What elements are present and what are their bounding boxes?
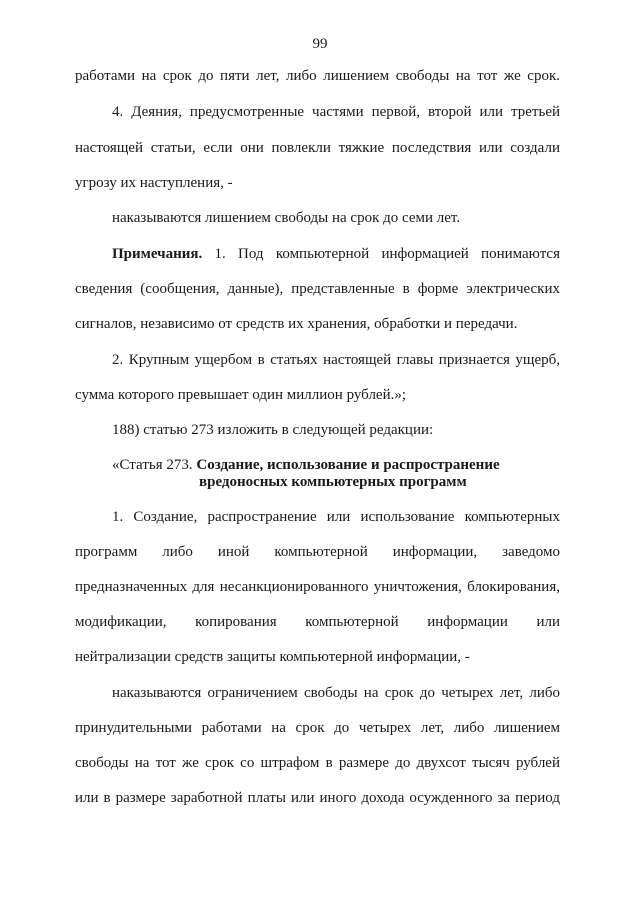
text-line: 1. Создание, распространение или использование компьютерных xyxy=(112,509,560,525)
text-line: модификации, копирования компьютерной информации или xyxy=(75,614,560,630)
text-line: работами на срок до пяти лет, либо лишением свободы на тот же срок. xyxy=(75,68,560,84)
text-line: 4. Деяния, предусмотренные частями первой, второй или третьей xyxy=(112,104,560,120)
text-line: наказываются лишением свободы на срок до семи лет. xyxy=(112,210,461,226)
text-line: программ либо иной компьютерной информации, заведомо xyxy=(75,544,560,560)
article-heading xyxy=(112,456,500,474)
text-line: свободы на тот же срок со штрафом в размере до двухсот тысяч рублей xyxy=(75,755,560,771)
text-line: принудительными работами на срок до четырех лет, либо лишением xyxy=(75,720,560,736)
notes-text: 1. Под компьютерной информацией понимаются xyxy=(202,246,560,262)
text-line: угрозу их наступления, - xyxy=(75,175,233,191)
text-line: настоящей статьи, если они повлекли тяжкие последствия или создали xyxy=(75,140,560,156)
text-line: или в размере заработной платы или иного дохода осужденного за период xyxy=(75,790,560,806)
article-title-cont: вредоносных компьютерных программ xyxy=(199,474,467,490)
notes-label: Примечания. xyxy=(112,246,203,262)
text-line: сумма которого превышает один миллион рублей.»; xyxy=(75,387,407,403)
text-line: 188) статью 273 изложить в следующей редакции: xyxy=(112,422,434,438)
text-line: нейтрализации средств защиты компьютерной информации, - xyxy=(75,649,470,665)
page-number: 99 xyxy=(312,36,328,52)
text-line: сигналов, независимо от средств их хранения, обработки и передачи. xyxy=(75,316,518,332)
text-line: сведения (сообщения, данные), представленные в форме электрических xyxy=(75,281,560,297)
text-line: предназначенных для несанкционированного уничтожения, блокирования, xyxy=(75,579,560,595)
notes-line xyxy=(112,245,560,263)
article-title: Создание, использование и распространение xyxy=(196,457,500,473)
text-line: наказываются ограничением свободы на срок до четырех лет, либо xyxy=(112,685,560,701)
text-line: 2. Крупным ущербом в статьях настоящей главы признается ущерб, xyxy=(112,352,560,368)
article-number: «Статья 273. xyxy=(112,457,197,473)
